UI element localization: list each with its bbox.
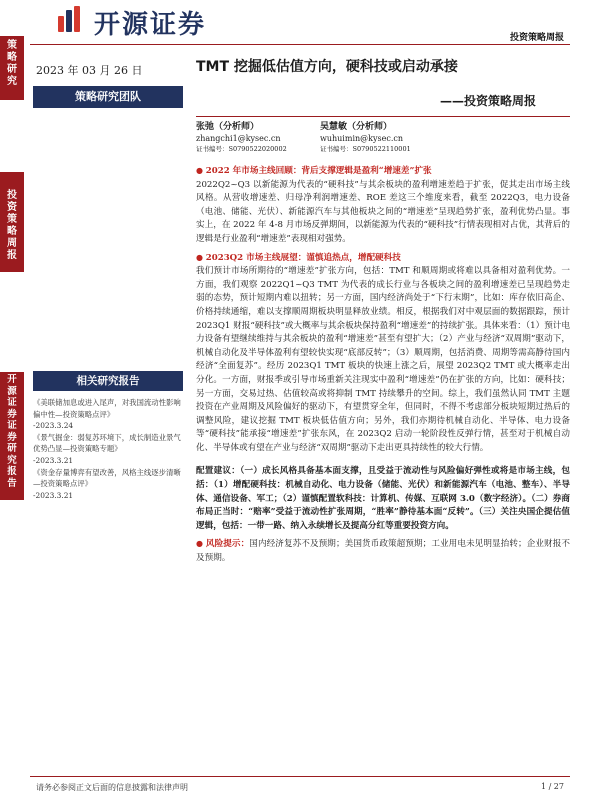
report-title: TMT 挖掘低估值方向，硬科技或启动承接 [196,59,458,75]
related-reports-heading: 相关研究报告 [33,371,183,391]
related-report-item[interactable] [33,397,183,432]
section-body-1: 2022Q2~Q3 以新能源为代表的“硬科技”与其余板块的盈利增速差趋于扩张，促其走出市场主线风格。从营收增速差、归母净利润增速差、ROE 差这三个维度来看，截至 2022Q3，电力设备（电池、储能、光伏）、新能源汽车与其他板块之间的“增速差”呈现趋势扩张，盈利优势凸显。事实上，在 2022 年 4-8 月市场反弹期间，以新能源为代表的“硬科技”行情表现相对占优，其背后的逻辑是行业盈利“增速差”表现相对强势。 [196,179,570,244]
analyst-cert: 证书编号：S0790522020002 [196,145,287,153]
brand-name: 开源证券 [94,10,207,40]
analyst-name: 张弛（分析师） [196,122,260,132]
section-body-3: 配置建议：（一）成长风格具备基本面支撑，且受益于流动性与风险偏好弹性或将是市场主线，包括：（1）增配硬科技：机械自动化、电力设备（储能、光伏）和新能源汽车（电池、整车）、半导体、通信设备、军工；（2）谨慎配置软科技：计算机、传媒、互联网 3.0（数字经济）。（二）券商布局正当时：“赔率”受益于流动性扩张周期，“胜率”静待基本面“反转”。（三）关注央国企提估值逻辑，包括：一带一路、纳入永续增长及提高分红等重要投资方向。 [196,466,570,531]
team-badge: 策略研究团队 [33,86,183,108]
analyst-name: 吴慧敏（分析师） [320,122,393,132]
related-report-item[interactable] [33,432,183,467]
vertical-label-top: 策略研究 [7,40,17,87]
related-report-date: -2023.3.24 [33,421,74,431]
header-divider [30,44,570,45]
analyst-email[interactable]: zhangchi1@kysec.cn [196,134,281,143]
analyst-card [196,122,287,155]
related-report-date: -2023.3.21 [33,455,74,465]
report-subtitle: ——投资策略周报 [440,94,537,108]
risk-paragraph [196,537,570,565]
vertical-label-bottom: 开源证券 证券研究报告 [7,374,17,489]
related-report-title[interactable]: 《景气掘金：弱复苏环境下，成长制造业景气优势凸显—投资策略专题》 [33,432,181,454]
section-heading-1: ● 2022 年市场主线回顾：背后支撑逻辑是盈利“增速差”扩张 [196,164,570,179]
main-body [196,164,570,566]
vertical-bar-bottom [0,372,24,500]
company-logo [58,4,228,40]
title-divider [196,116,570,117]
analyst-card [320,122,411,155]
section-heading-2: ● 2023Q2 市场主线展望：谨慎追热点，增配硬科技 [196,251,570,266]
related-report-title[interactable]: 《资金存量博弈有望改善，风格主线逐步清晰—投资策略点评》 [33,467,181,489]
analyst-cert: 证书编号：S0790522110001 [320,145,411,153]
related-reports-list [33,397,183,501]
vertical-bar-mid [0,172,24,272]
report-type-label: 投资策略周报 [509,33,564,43]
section-body-2: 我们预计市场所期待的“增速差”扩张方向，包括：TMT 和顺周期或将难以具备相对盈利优势。一方面，我们观察 2022Q1~Q3 TMT 为代表的成长行业与各板块之间的盈利增速差已呈现趋势走弱的态势，预计短期内难以扭转；另一方面，国内经济尚处于“下行末期”，比如：库存依旧高企、价格持续通缩，难以支撑顺周期板块明显释放业绩。相反，根据我们对中观层面的数据跟踪，预计 2023Q1 财报“硬科技”或大概率与其余板块保持盈利“增速差”的持续扩张。具体来看：（1）预计电力设备有望继续维持与其余板块的盈利“增速差”甚至有望扩大；（2）产业与经济“双周期”驱动下，机械自动化及半导体盈利有望较快实现“底部反转”；（3）顺周期，包括消费、周期等需高静待国内经济“全面复苏”。经历 2023Q1 TMT 板块的快速上涨之后，展望 2023Q2 TMT 或大概率走出分化。一方面，财报季或引导市场重新关注现实中盈利“增速差”仍在扩张的方向，比如：硬科技；另一方面，交易过热、估值较高或将抑制 TMT 持续攀升的空间。综上，我们虽然认同 TMT 主题投资在产业周期及风险偏好的驱动下，有望贯穿全年，但同时，不得不考虑部分板块短期过热后的调整风险，建议挖掘 TMT 板块低估值方向；另外，我们亦期待机械自动化、半导体、电力设备等“硬科技”能承接“增速差”扩张东风，在 2023Q2 启动一轮阶段性反弹行情，甚至对于机械自动化、半导体或有望在产业与经济“双周期”驱动下走出更具持续性的较大行情。 [196,266,570,453]
analyst-email[interactable]: wuhuimin@kysec.cn [320,134,404,143]
risk-text: 国内经济复苏不及预期；美国货币政策超预期；工业用电未见明显抬转；企业财报不及预期。 [196,539,570,564]
vertical-bar-top [0,36,24,100]
vertical-label-mid: 投资策略周报 [7,190,17,261]
risk-label: ● 风险提示： [196,539,249,549]
footer-divider [30,776,570,777]
related-report-date: -2023.3.21 [33,490,74,500]
related-report-item[interactable] [33,467,183,502]
logo-mark-icon [58,6,84,32]
page-number: 1 / 27 [540,782,564,791]
report-date: 2023 年 03 月 26 日 [36,64,143,77]
footer-disclaimer: 请务必参阅正文后面的信息披露和法律声明 [36,783,188,792]
related-report-title[interactable]: 《美联储加息或进入尾声，对我国流动性影响偏中性—投资策略点评》 [33,398,181,419]
